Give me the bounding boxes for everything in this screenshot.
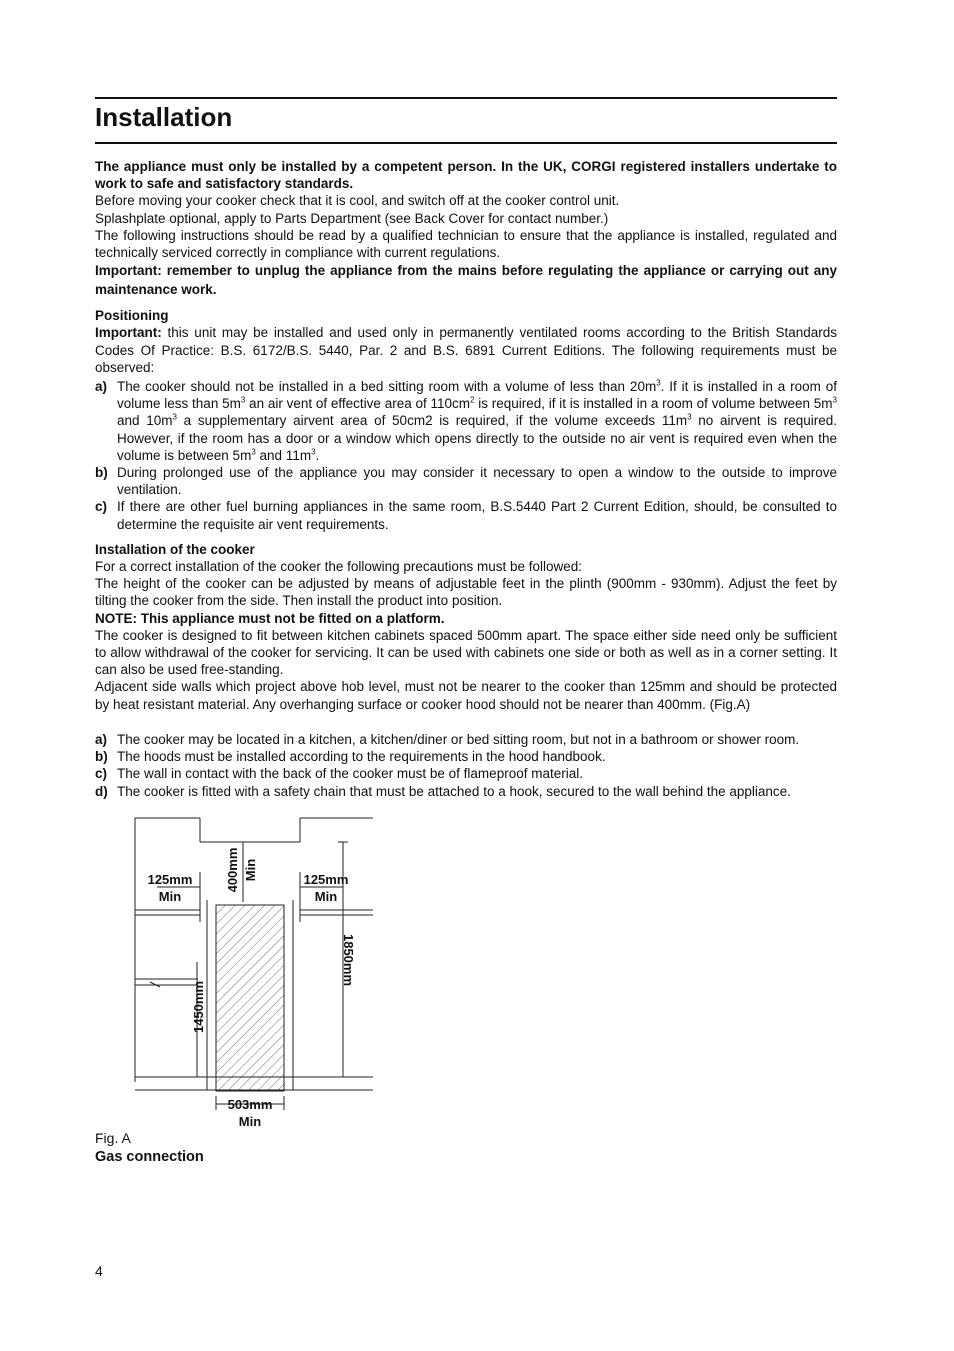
gas-connection-heading: Gas connection [95,1149,204,1165]
list-text: . If it is installed in a room of volume less than 5m [117,379,837,412]
list-text: and 10m [117,413,173,429]
list-item [95,765,837,782]
superscript: 3 [251,447,256,457]
installation-para-4: Adjacent side walls which project above hob level, must not be nearer to the cooker than 125mm and should be protected by heat resistant material. Any overhanging surface or cooker hood should not be nearer than 400mm. (Fig.A) [95,679,837,712]
list-text: During prolonged use of the appliance you may consider it necessary to open a window to the outside to improve ventilation. [117,465,837,498]
positioning-important-text: this unit may be installed and used only in permanently ventilated rooms according to the British Standards Codes Of Practice: B.S. 6172/B.S. 5440, Par. 2 and B.S. 6891 Current Editions. The following requirements must be observed: [95,325,837,375]
list-text: The cooker should not be installed in a bed sitting room with a volume of less than 20m [117,379,657,395]
spacer [95,713,837,729]
list-item [95,378,837,464]
list-text: The cooker may be located in a kitchen, a kitchen/diner or bed sitting room, but not in a bathroom or shower room. [117,731,800,747]
installation-para-2: The height of the cooker can be adjusted by means of adjustable feet in the plinth (900mm - 930mm). Adjust the feet by tilting the cooker from the side. Then install the product into position. [95,576,837,609]
figure-caption: Fig. A [95,1130,131,1146]
list-marker: a) [95,731,108,747]
list-marker: c) [95,766,108,782]
page-content [95,158,837,800]
positioning-important-label: Important: [95,325,162,341]
list-text: and 11m [255,447,312,463]
intro-line-1: Before moving your cooker check that it is cool, and switch off at the cooker control unit. [95,193,620,209]
intro-warning: The appliance must only be installed by a competent person. In the UK, CORGI registered installers undertake to work to safe and satisfactory standards. [95,159,837,192]
cooker-body [216,905,284,1091]
superscript: 3 [240,395,246,405]
hood-gap-min-label: Min [243,858,258,882]
list-item [95,748,837,765]
intro-line-3: The following instructions should be read by a qualified technician to ensure that the appliance is installed, regulated and technically serviced correctly in compliance with current regulations. [95,227,837,261]
intro-line-2: Splashplate optional, apply to Parts Department (see Back Cover for contact number.) [95,210,609,226]
wall-height-label: 1850mm [341,933,356,987]
superscript: 3 [656,378,661,388]
positioning-heading: Positioning [95,308,169,324]
installation-para-1: For a correct installation of the cooker the following precautions must be followed: [95,559,583,575]
installation-heading: Installation of the cooker [95,541,255,557]
top-rule [95,97,837,99]
list-text: The cooker is fitted with a safety chain that must be attached to a hook, secured to the wall behind the appliance. [117,783,791,799]
width-min-label: Min [238,1114,262,1129]
list-text: no airvent is required. However, if the room has a door or a window which opens directly to the outside no air vent is required even when the volume is between 5m [117,413,837,463]
superscript: 3 [687,412,692,422]
width-label: 503mm [227,1097,273,1112]
right-gap-label: 125mm [303,872,349,887]
installation-note: NOTE: This appliance must not be fitted on a platform. [95,610,445,626]
installation-para-3: The cooker is designed to fit between kitchen cabinets spaced 500mm apart. The space either side need only be sufficient to allow withdrawal of the cooker for servicing. It can be used with cabinets one side or both as well as in a corner setting. It can also be used free-standing. [95,627,837,678]
superscript: 3 [172,412,177,422]
installation-list [95,731,837,800]
hood-gap-label: 400mm [225,847,240,893]
page-title: Installation [95,102,233,132]
superscript: 3 [311,447,316,457]
list-marker: a) [95,379,108,395]
list-item [95,731,837,748]
list-text: an air vent of effective area of 110cm [245,396,471,412]
list-text: . [315,447,320,463]
superscript: 3 [832,395,837,405]
positioning-list [95,378,837,533]
list-text: a supplementary airvent area of 50cm2 is required, if the volume exceeds 11m [176,413,688,429]
list-text: The wall in contact with the back of the cooker must be of flameproof material. [117,766,583,782]
installation-clearance-diagram [130,812,380,1142]
list-text: is required, if it is installed in a room of volume between 5m [474,396,833,412]
superscript: 2 [470,395,475,405]
page-number: 4 [95,1263,103,1279]
hob-height-label: 1450mm [191,980,206,1034]
right-gap-min-label: Min [314,889,338,904]
left-gap-min-label: Min [158,889,182,904]
intro-important: Important: remember to unplug the appliance from the mains before regulating the appliance or carrying out any maintenance work. [95,263,837,298]
list-marker: b) [95,749,108,765]
left-gap-label: 125mm [147,872,193,887]
list-text: The hoods must be installed according to the requirements in the hood handbook. [117,749,606,765]
list-item [95,464,837,498]
list-marker: b) [95,465,108,481]
list-item [95,783,837,800]
list-item [95,498,837,532]
positioning-important [95,324,837,376]
list-marker: c) [95,499,108,515]
title-rule [95,142,837,144]
list-text: If there are other fuel burning appliances in the same room, B.S.5440 Part 2 Current Edition, should, be consulted to determine the requisite air vent requirements. [117,499,837,532]
list-marker: d) [95,783,108,799]
